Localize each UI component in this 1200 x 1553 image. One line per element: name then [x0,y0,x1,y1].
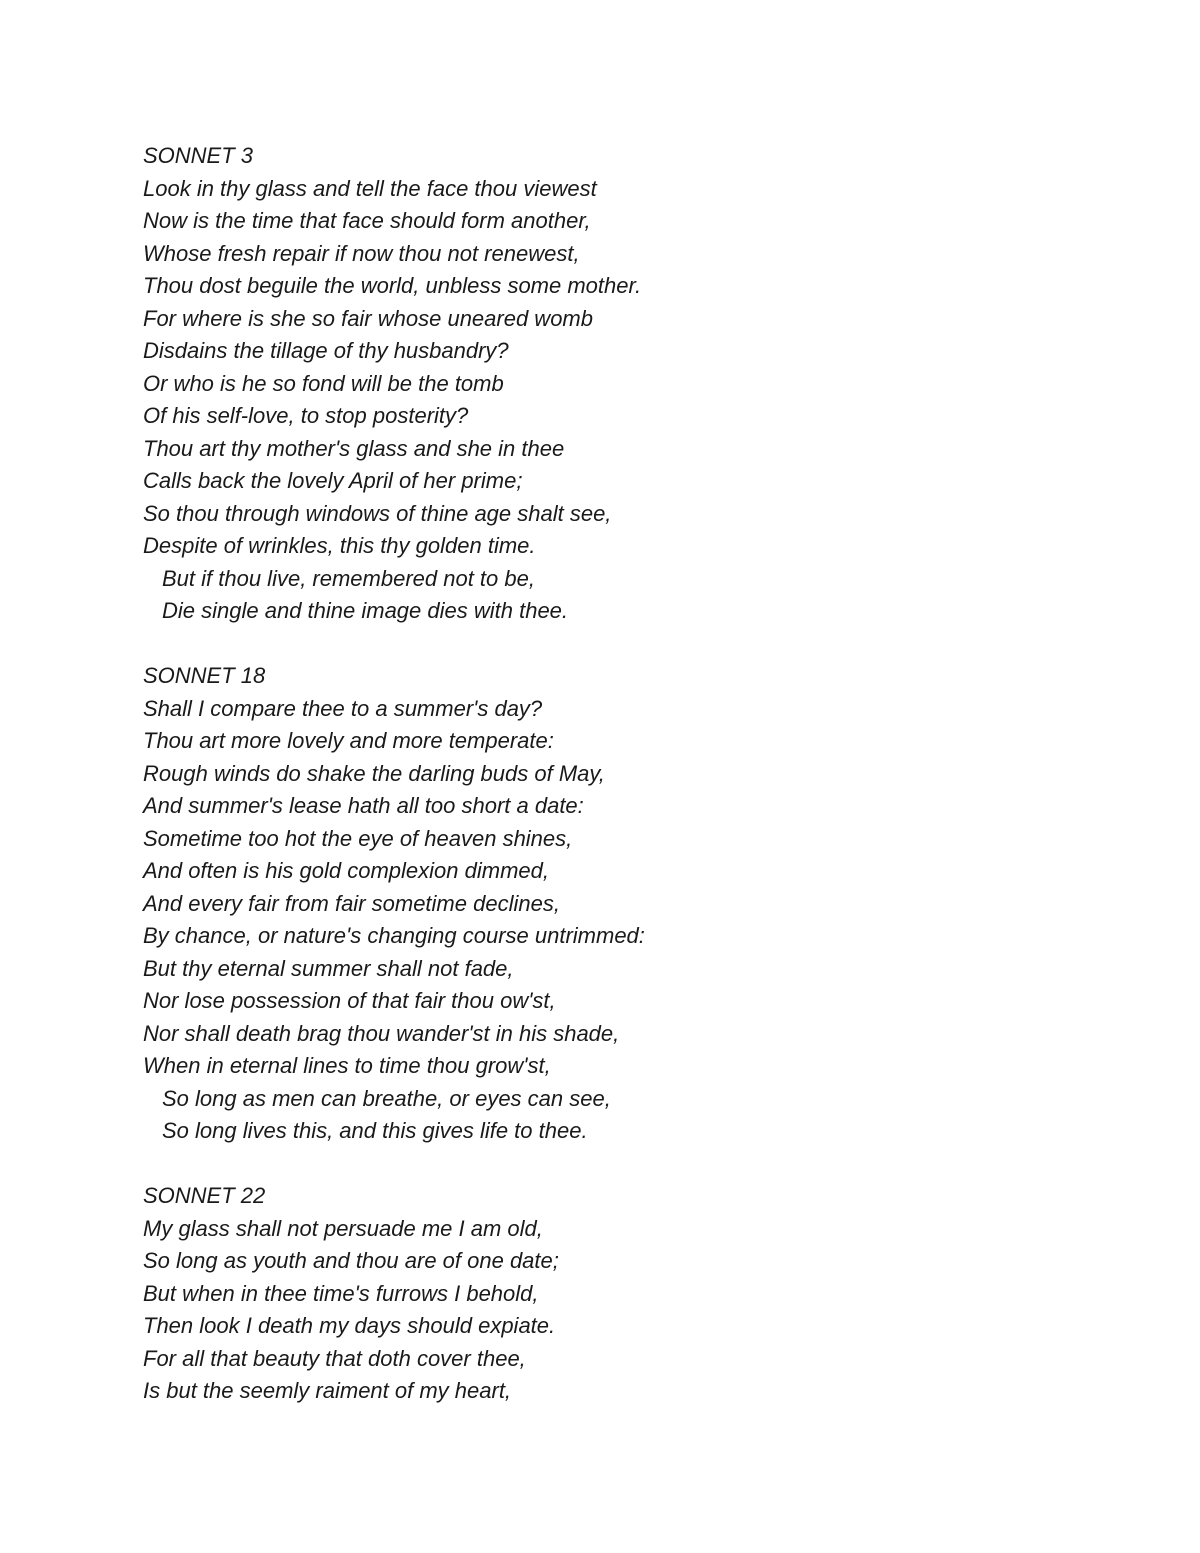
sonnet-title: SONNET 3 [143,143,254,168]
poem-line: For where is she so fair whose uneared womb [143,305,593,331]
poem-line: Nor shall death brag thou wander'st in his shade, [143,1020,620,1046]
poem-line: Sometime too hot the eye of heaven shines, [143,825,573,851]
sonnet-18 [143,660,1143,1148]
poem-line: Calls back the lovely April of her prime; [143,468,523,493]
poem-line: But thy eternal summer shall not fade, [143,955,514,981]
poem-line: Now is the time that face should form another, [143,208,591,233]
couplet-line: But if thou live, remembered not to be, [162,565,535,591]
sonnet-title: SONNET 18 [143,663,266,688]
poem-line: So thou through windows of thine age shalt see, [143,500,612,526]
document-body [143,140,1143,1408]
poem-line: Thou art more lovely and more temperate: [143,728,554,753]
poem-line: And summer's lease hath all too short a date: [143,793,584,818]
poem-line: Then look I death my days should expiate. [143,1313,556,1338]
poem-line: When in eternal lines to time thou grow'st, [143,1053,551,1078]
poem-line: Of his self-love, to stop posterity? [143,403,469,428]
sonnet-3 [143,140,1143,628]
poem-line: Whose fresh repair if now thou not renewest, [143,240,580,266]
poem-line: Look in thy glass and tell the face thou viewest [143,175,597,201]
poem-line: And every fair from fair sometime declines, [143,890,560,916]
poem-line: Nor lose possession of that fair thou ow'st, [143,988,556,1013]
poem-line: Shall I compare thee to a summer's day? [143,695,543,721]
poem-line: Disdains the tillage of thy husbandry? [143,338,509,363]
poem-line: By chance, or nature's changing course untrimmed: [143,923,645,948]
poem-line: And often is his gold complexion dimmed, [143,858,549,883]
sonnet-22 [143,1180,1143,1408]
poem-line: But when in thee time's furrows I behold, [143,1280,539,1306]
poem-line: My glass shall not persuade me I am old, [143,1215,543,1241]
poem-line: So long as youth and thou are of one date; [143,1248,559,1273]
poem-line: Rough winds do shake the darling buds of May, [143,760,605,786]
couplet-line: Die single and thine image dies with thee. [162,598,569,623]
poem-line: Or who is he so fond will be the tomb [143,370,504,396]
poem-line: Despite of wrinkles, this thy golden time. [143,533,536,558]
poem-line: Thou art thy mother's glass and she in thee [143,435,565,461]
poem-line: For all that beauty that doth cover thee, [143,1345,526,1371]
couplet-line: So long as men can breathe, or eyes can see, [162,1085,611,1111]
poem-line: Thou dost beguile the world, unbless some mother. [143,273,642,298]
poem-line: Is but the seemly raiment of my heart, [143,1378,512,1403]
couplet-line: So long lives this, and this gives life to thee. [162,1118,588,1143]
sonnet-title: SONNET 22 [143,1183,266,1208]
